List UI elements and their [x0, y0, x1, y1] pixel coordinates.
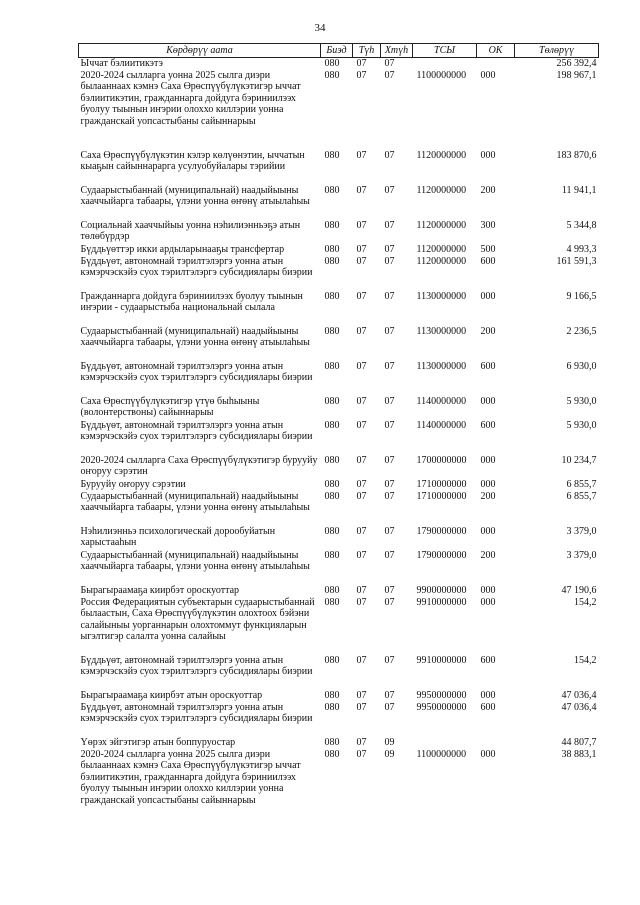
cell-htyh: 07 — [384, 549, 395, 561]
cell-htyh: 07 — [384, 701, 395, 713]
cell-name: Бурууйу оҥоруу сэрэтии — [80, 478, 186, 490]
cell-tsy: 1120000000 — [416, 219, 467, 231]
cell-htyh: 07 — [384, 689, 395, 701]
cell-htyh: 07 — [384, 255, 395, 267]
cell-tyh: 07 — [356, 490, 367, 502]
cell-ok: 000 — [480, 69, 496, 81]
cell-name: Бүддьүөттэр икки ардыларынааҕы трансфертар — [80, 243, 285, 255]
cell-name: 2020-2024 сылларга уонна 2025 сылга диэри былааннаах кэмнэ Саха Өрөспүүбүлүкэтигэр ыччат бэлиитикэтин, гражданнарга дойдуга бэриниилээх буолуу тыынын иҥэрии олоххо киллэрии уонна гражданскай уопсастыбаны сайыннарыы — [80, 748, 301, 806]
cell-tol: 161 591,3 — [556, 255, 597, 267]
cell-biz: 080 — [324, 748, 340, 760]
cell-ok: 000 — [480, 290, 496, 302]
cell-htyh: 07 — [384, 525, 395, 537]
header-biz: Биэд — [321, 44, 353, 58]
cell-tsy: 1790000000 — [416, 525, 467, 537]
cell-tsy: 1120000000 — [416, 243, 467, 255]
cell-tol: 6 855,7 — [566, 490, 597, 502]
cell-name: Судаарыстыбаннай (муниципальнай) наадыйыыны хааччыйарга табаары, үлэни уонна өҥөнү атыылаһыы — [80, 549, 310, 573]
cell-biz: 080 — [324, 255, 340, 267]
cell-biz: 080 — [324, 701, 340, 713]
cell-htyh: 07 — [384, 654, 395, 666]
cell-tyh: 07 — [356, 255, 367, 267]
cell-ok — [477, 58, 515, 70]
header-htyh: Хтүһ — [381, 44, 413, 58]
cell-htyh: 07 — [384, 58, 395, 69]
table-row — [79, 256, 599, 291]
cell-htyh: 07 — [384, 290, 395, 302]
cell-tsy — [413, 58, 477, 70]
cell-htyh: 07 — [384, 454, 395, 466]
cell-tsy: 1140000000 — [416, 419, 467, 431]
cell-ok: 500 — [480, 243, 496, 255]
table-row — [79, 491, 599, 526]
header-tyh: Түһ — [353, 44, 381, 58]
cell-tyh: 07 — [356, 243, 367, 255]
cell-tsy: 1700000000 — [416, 454, 467, 466]
cell-tol: 183 870,6 — [556, 149, 597, 161]
cell-biz: 080 — [324, 184, 340, 196]
cell-ok: 000 — [480, 149, 496, 161]
cell-tyh: 07 — [356, 525, 367, 537]
cell-name: Судаарыстыбаннай (муниципальнай) наадыйыыны хааччыйарга табаары, үлэни уонна өҥөнү атыылаһыы — [80, 325, 310, 349]
cell-tsy: 1100000000 — [416, 69, 467, 81]
cell-tsy: 1120000000 — [416, 184, 467, 196]
cell-tyh: 07 — [356, 654, 367, 666]
cell-name: Үөрэх эйгэтигэр атын боппуруостар — [80, 736, 236, 748]
cell-tsy: 1130000000 — [416, 325, 467, 337]
cell-tyh: 07 — [356, 395, 367, 407]
cell-tsy: 1710000000 — [416, 490, 467, 502]
table-row — [79, 58, 599, 70]
cell-htyh: 07 — [384, 360, 395, 372]
cell-tol: 38 883,1 — [561, 748, 597, 760]
cell-tol: 4 993,3 — [566, 243, 597, 255]
cell-htyh: 07 — [384, 596, 395, 608]
cell-name: 2020-2024 сылларга уонна 2025 сылга диэри былааннаах кэмнэ Саха Өрөспүүбүлүкэтигэр ыччат бэлиитикэтин, гражданнарга дойдуга бэриниилээх буолуу тыынын иҥэрии олоххо киллэрии уонна гражданскай уопсастыбаны сайыннарыы — [80, 69, 301, 127]
cell-biz: 080 — [324, 736, 340, 748]
cell-name: Бырагыраамаҕа киирбэт ороскуоттар — [80, 584, 240, 596]
cell-tyh: 07 — [356, 748, 367, 760]
cell-htyh: 07 — [384, 149, 395, 161]
page-number: 34 — [314, 22, 326, 34]
header-ok: ОК — [477, 44, 515, 58]
cell-biz: 080 — [324, 149, 340, 161]
cell-name: Судаарыстыбаннай (муниципальнай) наадыйыыны хааччыйарга табаары, үлэни уонна өҥөнү атыылаһыы — [80, 184, 310, 208]
cell-biz: 080 — [324, 360, 340, 372]
table-row — [79, 597, 599, 655]
cell-ok: 000 — [480, 478, 496, 490]
cell-htyh: 09 — [384, 736, 395, 748]
cell-tsy: 9900000000 — [416, 584, 467, 596]
cell-tsy: 1100000000 — [416, 748, 467, 760]
table-row — [79, 361, 599, 396]
cell-name: Бүддьүөт, автономнай тэрилтэлэргэ уонна атын кэмэрчэскэйэ суох тэрилтэлэргэ субсидиялары биэрии — [80, 419, 313, 443]
cell-tsy: 1130000000 — [416, 360, 467, 372]
cell-tsy: 9910000000 — [416, 596, 467, 608]
cell-tol: 47 190,6 — [561, 584, 597, 596]
cell-name: Саха Өрөспүүбүлүкэтигэр үтүө быһыыны (волонтерствоны) сайыннарыы — [80, 395, 260, 419]
cell-biz: 080 — [324, 419, 340, 431]
cell-name: Бүддьүөт, автономнай тэрилтэлэргэ уонна атын кэмэрчэскэйэ суох тэрилтэлэргэ субсидиялары биэрии — [80, 255, 313, 279]
table-body — [79, 58, 599, 809]
cell-biz: 080 — [324, 69, 340, 81]
budget-table — [78, 43, 599, 809]
cell-name: Бырагыраамаҕа киирбэт атын ороскуоттар — [80, 689, 263, 701]
table-row — [79, 70, 599, 150]
cell-tol: 6 855,7 — [566, 478, 597, 490]
cell-htyh: 07 — [384, 325, 395, 337]
table-row — [79, 702, 599, 737]
cell-ok: 600 — [480, 419, 496, 431]
cell-tyh: 07 — [356, 689, 367, 701]
cell-biz: 080 — [324, 490, 340, 502]
cell-biz: 080 — [324, 219, 340, 231]
cell-ok: 000 — [480, 689, 496, 701]
cell-tyh: 07 — [356, 58, 367, 69]
cell-tyh: 07 — [356, 184, 367, 196]
cell-tol: 3 379,0 — [566, 525, 597, 537]
cell-htyh: 07 — [384, 395, 395, 407]
cell-tsy: 1130000000 — [416, 290, 467, 302]
cell-htyh: 07 — [384, 419, 395, 431]
cell-ok: 200 — [480, 490, 496, 502]
cell-ok: 600 — [480, 654, 496, 666]
cell-biz: 080 — [324, 525, 340, 537]
cell-tol: 198 967,1 — [556, 69, 597, 81]
cell-tol: 154,2 — [574, 596, 597, 608]
cell-htyh: 07 — [384, 219, 395, 231]
cell-tol: 154,2 — [574, 654, 597, 666]
cell-biz: 080 — [324, 243, 340, 255]
table-header — [79, 44, 599, 58]
cell-tol: 6 930,0 — [566, 360, 597, 372]
cell-name: Саха Өрөспүүбүлүкэтин кэлэр көлүөнэтин, ыччатын кыаҕын сайыннарарга усулуобуйалары тэрийии — [80, 149, 305, 173]
cell-tyh: 07 — [356, 596, 367, 608]
cell-biz: 080 — [324, 454, 340, 466]
cell-tyh: 07 — [356, 549, 367, 561]
cell-tsy: 9910000000 — [416, 654, 467, 666]
cell-tol: 3 379,0 — [566, 549, 597, 561]
cell-tyh: 07 — [356, 69, 367, 81]
cell-tsy: 1120000000 — [416, 149, 467, 161]
cell-biz: 080 — [324, 290, 340, 302]
cell-tsy: 1120000000 — [416, 255, 467, 267]
cell-name: Бүддьүөт, автономнай тэрилтэлэргэ уонна атын кэмэрчэскэйэ суох тэрилтэлэргэ субсидиялары биэрии — [80, 701, 313, 725]
cell-tol: 47 036,4 — [561, 689, 597, 701]
cell-biz: 080 — [324, 584, 340, 596]
cell-tol: 10 234,7 — [561, 454, 597, 466]
cell-tsy: 9950000000 — [416, 689, 467, 701]
cell-tsy: 1790000000 — [416, 549, 467, 561]
cell-name: Гражданнарга дойдуга бэриниилээх буолуу тыынын иҥэрии - судаарыстыба национальнай сылала — [80, 290, 303, 314]
cell-tol: 5 930,0 — [566, 419, 597, 431]
cell-tsy: 1140000000 — [416, 395, 467, 407]
table-row — [79, 291, 599, 326]
cell-tol: 47 036,4 — [561, 701, 597, 713]
cell-tyh: 07 — [356, 419, 367, 431]
cell-tyh: 07 — [356, 736, 367, 748]
cell-biz: 080 — [324, 58, 340, 69]
cell-htyh: 07 — [384, 243, 395, 255]
cell-tol: 256 392,4 — [556, 58, 597, 69]
table-row — [79, 455, 599, 479]
table-row — [79, 420, 599, 455]
cell-ok: 600 — [480, 701, 496, 713]
cell-biz: 080 — [324, 596, 340, 608]
table-row — [79, 585, 599, 597]
cell-tol: 11 941,1 — [561, 184, 597, 196]
table-row — [79, 526, 599, 550]
cell-tsy: 1710000000 — [416, 478, 467, 490]
cell-tyh: 07 — [356, 325, 367, 337]
cell-ok: 000 — [480, 525, 496, 537]
cell-tol: 44 807,7 — [561, 736, 597, 748]
cell-tyh: 07 — [356, 584, 367, 596]
cell-htyh: 09 — [384, 748, 395, 760]
cell-name: Бүддьүөт, автономнай тэрилтэлэргэ уонна атын кэмэрчэскэйэ суох тэрилтэлэргэ субсидиялары биэрии — [80, 360, 313, 384]
cell-name: Социальнай хааччыйыы уонна нэһилиэнньэҕэ атын төлөбүрдэр — [80, 219, 301, 243]
cell-biz: 080 — [324, 689, 340, 701]
cell-tol: 5 344,8 — [566, 219, 597, 231]
cell-tyh: 07 — [356, 701, 367, 713]
cell-ok: 200 — [480, 325, 496, 337]
cell-name: Бүддьүөт, автономнай тэрилтэлэргэ уонна атын кэмэрчэскэйэ суох тэрилтэлэргэ субсидиялары биэрии — [80, 654, 313, 678]
header-tol: Төлөрүү — [515, 44, 599, 58]
cell-tol: 9 166,5 — [566, 290, 597, 302]
header-name: Көрдөрүү аата — [79, 44, 321, 58]
cell-tyh: 07 — [356, 478, 367, 490]
cell-ok: 200 — [480, 549, 496, 561]
cell-tyh: 07 — [356, 219, 367, 231]
cell-ok: 200 — [480, 184, 496, 196]
table-row — [79, 185, 599, 220]
cell-tsy — [413, 737, 477, 749]
cell-ok: 600 — [480, 360, 496, 372]
cell-tyh: 07 — [356, 454, 367, 466]
table-row — [79, 244, 599, 256]
table-row — [79, 550, 599, 585]
table-row — [79, 737, 599, 749]
cell-name: 2020-2024 сылларга Саха Өрөспүүбүлүкэтигэр бурууйу оҥоруу сэрэтин — [80, 454, 318, 478]
cell-biz: 080 — [324, 395, 340, 407]
table-row — [79, 479, 599, 491]
cell-htyh: 07 — [384, 490, 395, 502]
cell-name: Россия Федерациятын субъектарын судаарыстыбаннай былаастын, Саха Өрөспүүбүлүкэтин олохтоох бэйэни салайыныы уорганнарын олохтоммут функцияларын ыгэлтигэр салалта уонна салайыы — [80, 596, 315, 643]
table-row — [79, 749, 599, 809]
cell-name: Нэһилиэнньэ психологическай дорообуйатын харыстааһын — [80, 525, 276, 549]
cell-name: Судаарыстыбаннай (муниципальнай) наадыйыыны хааччыйарга табаары, үлэни уонна өҥөнү атыылаһыы — [80, 490, 310, 514]
cell-biz: 080 — [324, 654, 340, 666]
cell-ok: 000 — [480, 584, 496, 596]
table-row — [79, 655, 599, 690]
cell-ok: 000 — [480, 395, 496, 407]
cell-ok — [477, 737, 515, 749]
table-row — [79, 150, 599, 185]
table-row — [79, 326, 599, 361]
cell-ok: 300 — [480, 219, 496, 231]
table-row — [79, 220, 599, 244]
cell-biz: 080 — [324, 325, 340, 337]
cell-htyh: 07 — [384, 584, 395, 596]
cell-biz: 080 — [324, 478, 340, 490]
cell-biz: 080 — [324, 549, 340, 561]
header-tsy: ТСЫ — [413, 44, 477, 58]
table-row — [79, 690, 599, 702]
cell-htyh: 07 — [384, 69, 395, 81]
cell-ok: 600 — [480, 255, 496, 267]
table-row — [79, 396, 599, 420]
cell-name: Ыччат бэлиитикэтэ — [80, 58, 163, 69]
cell-tsy: 9950000000 — [416, 701, 467, 713]
cell-ok: 000 — [480, 596, 496, 608]
cell-ok: 000 — [480, 748, 496, 760]
cell-tol: 2 236,5 — [566, 325, 597, 337]
cell-tyh: 07 — [356, 149, 367, 161]
cell-htyh: 07 — [384, 184, 395, 196]
cell-ok: 000 — [480, 454, 496, 466]
cell-htyh: 07 — [384, 478, 395, 490]
cell-tol: 5 930,0 — [566, 395, 597, 407]
cell-tyh: 07 — [356, 290, 367, 302]
cell-tyh: 07 — [356, 360, 367, 372]
